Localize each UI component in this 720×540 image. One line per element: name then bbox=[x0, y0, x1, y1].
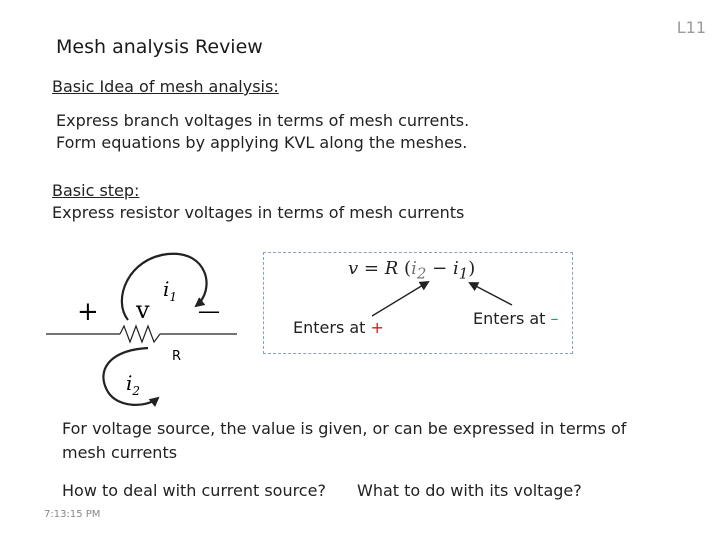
enters-at-plus-label bbox=[293, 318, 384, 337]
plus-sign: + bbox=[77, 297, 99, 327]
eq-lhs: v bbox=[348, 258, 359, 279]
basic-step-heading: Basic step: bbox=[52, 181, 140, 200]
eq-minus: − bbox=[432, 258, 448, 279]
enters-plus-sign: + bbox=[370, 318, 384, 337]
question-voltage: What to do with its voltage? bbox=[357, 481, 582, 500]
basic-idea-line-2: Form equations by applying KVL along the meshes. bbox=[56, 133, 468, 152]
eq-r: R bbox=[384, 258, 399, 279]
enters-at-minus-label bbox=[473, 309, 559, 328]
eq-equals: = bbox=[363, 258, 379, 279]
basic-idea-line-1: Express branch voltages in terms of mesh currents. bbox=[56, 111, 470, 130]
enters-plus-text: Enters at bbox=[293, 318, 371, 337]
eq-i1-sub: 1 bbox=[458, 264, 469, 283]
eq-open-paren: ( bbox=[404, 258, 412, 279]
question-current-source: How to deal with current source? bbox=[62, 481, 326, 500]
basic-step-line: Express resistor voltages in terms of mesh currents bbox=[52, 203, 465, 222]
slide-title: Mesh analysis Review bbox=[56, 36, 263, 58]
minus-sign: — bbox=[198, 299, 220, 324]
eq-i1: i bbox=[452, 258, 459, 279]
basic-idea-heading: Basic Idea of mesh analysis: bbox=[52, 77, 279, 96]
enters-minus-sign: – bbox=[550, 309, 559, 328]
voltage-source-note: For voltage source, the value is given, or can be expressed in terms of mesh currents bbox=[62, 419, 627, 462]
eq-close-paren: ) bbox=[468, 258, 476, 279]
current-i2-subscript: 2 bbox=[132, 384, 141, 398]
voltage-label: v bbox=[136, 296, 150, 324]
current-i1-subscript: 1 bbox=[169, 290, 178, 304]
resistor-zigzag bbox=[120, 326, 160, 342]
slide-number: L11 bbox=[676, 18, 706, 37]
eq-i2-sub: 2 bbox=[416, 264, 427, 283]
current-i1-letter: i bbox=[163, 277, 170, 301]
current-i2-label bbox=[126, 371, 140, 398]
eq-i2: i bbox=[411, 258, 417, 279]
current-i2-letter: i bbox=[126, 371, 133, 395]
current-i1-label bbox=[163, 277, 177, 304]
timestamp: 7:13:15 PM bbox=[44, 509, 101, 520]
resistor-label: R bbox=[172, 349, 182, 364]
resistor-voltage-equation bbox=[348, 258, 475, 283]
enters-minus-text: Enters at bbox=[473, 309, 551, 328]
